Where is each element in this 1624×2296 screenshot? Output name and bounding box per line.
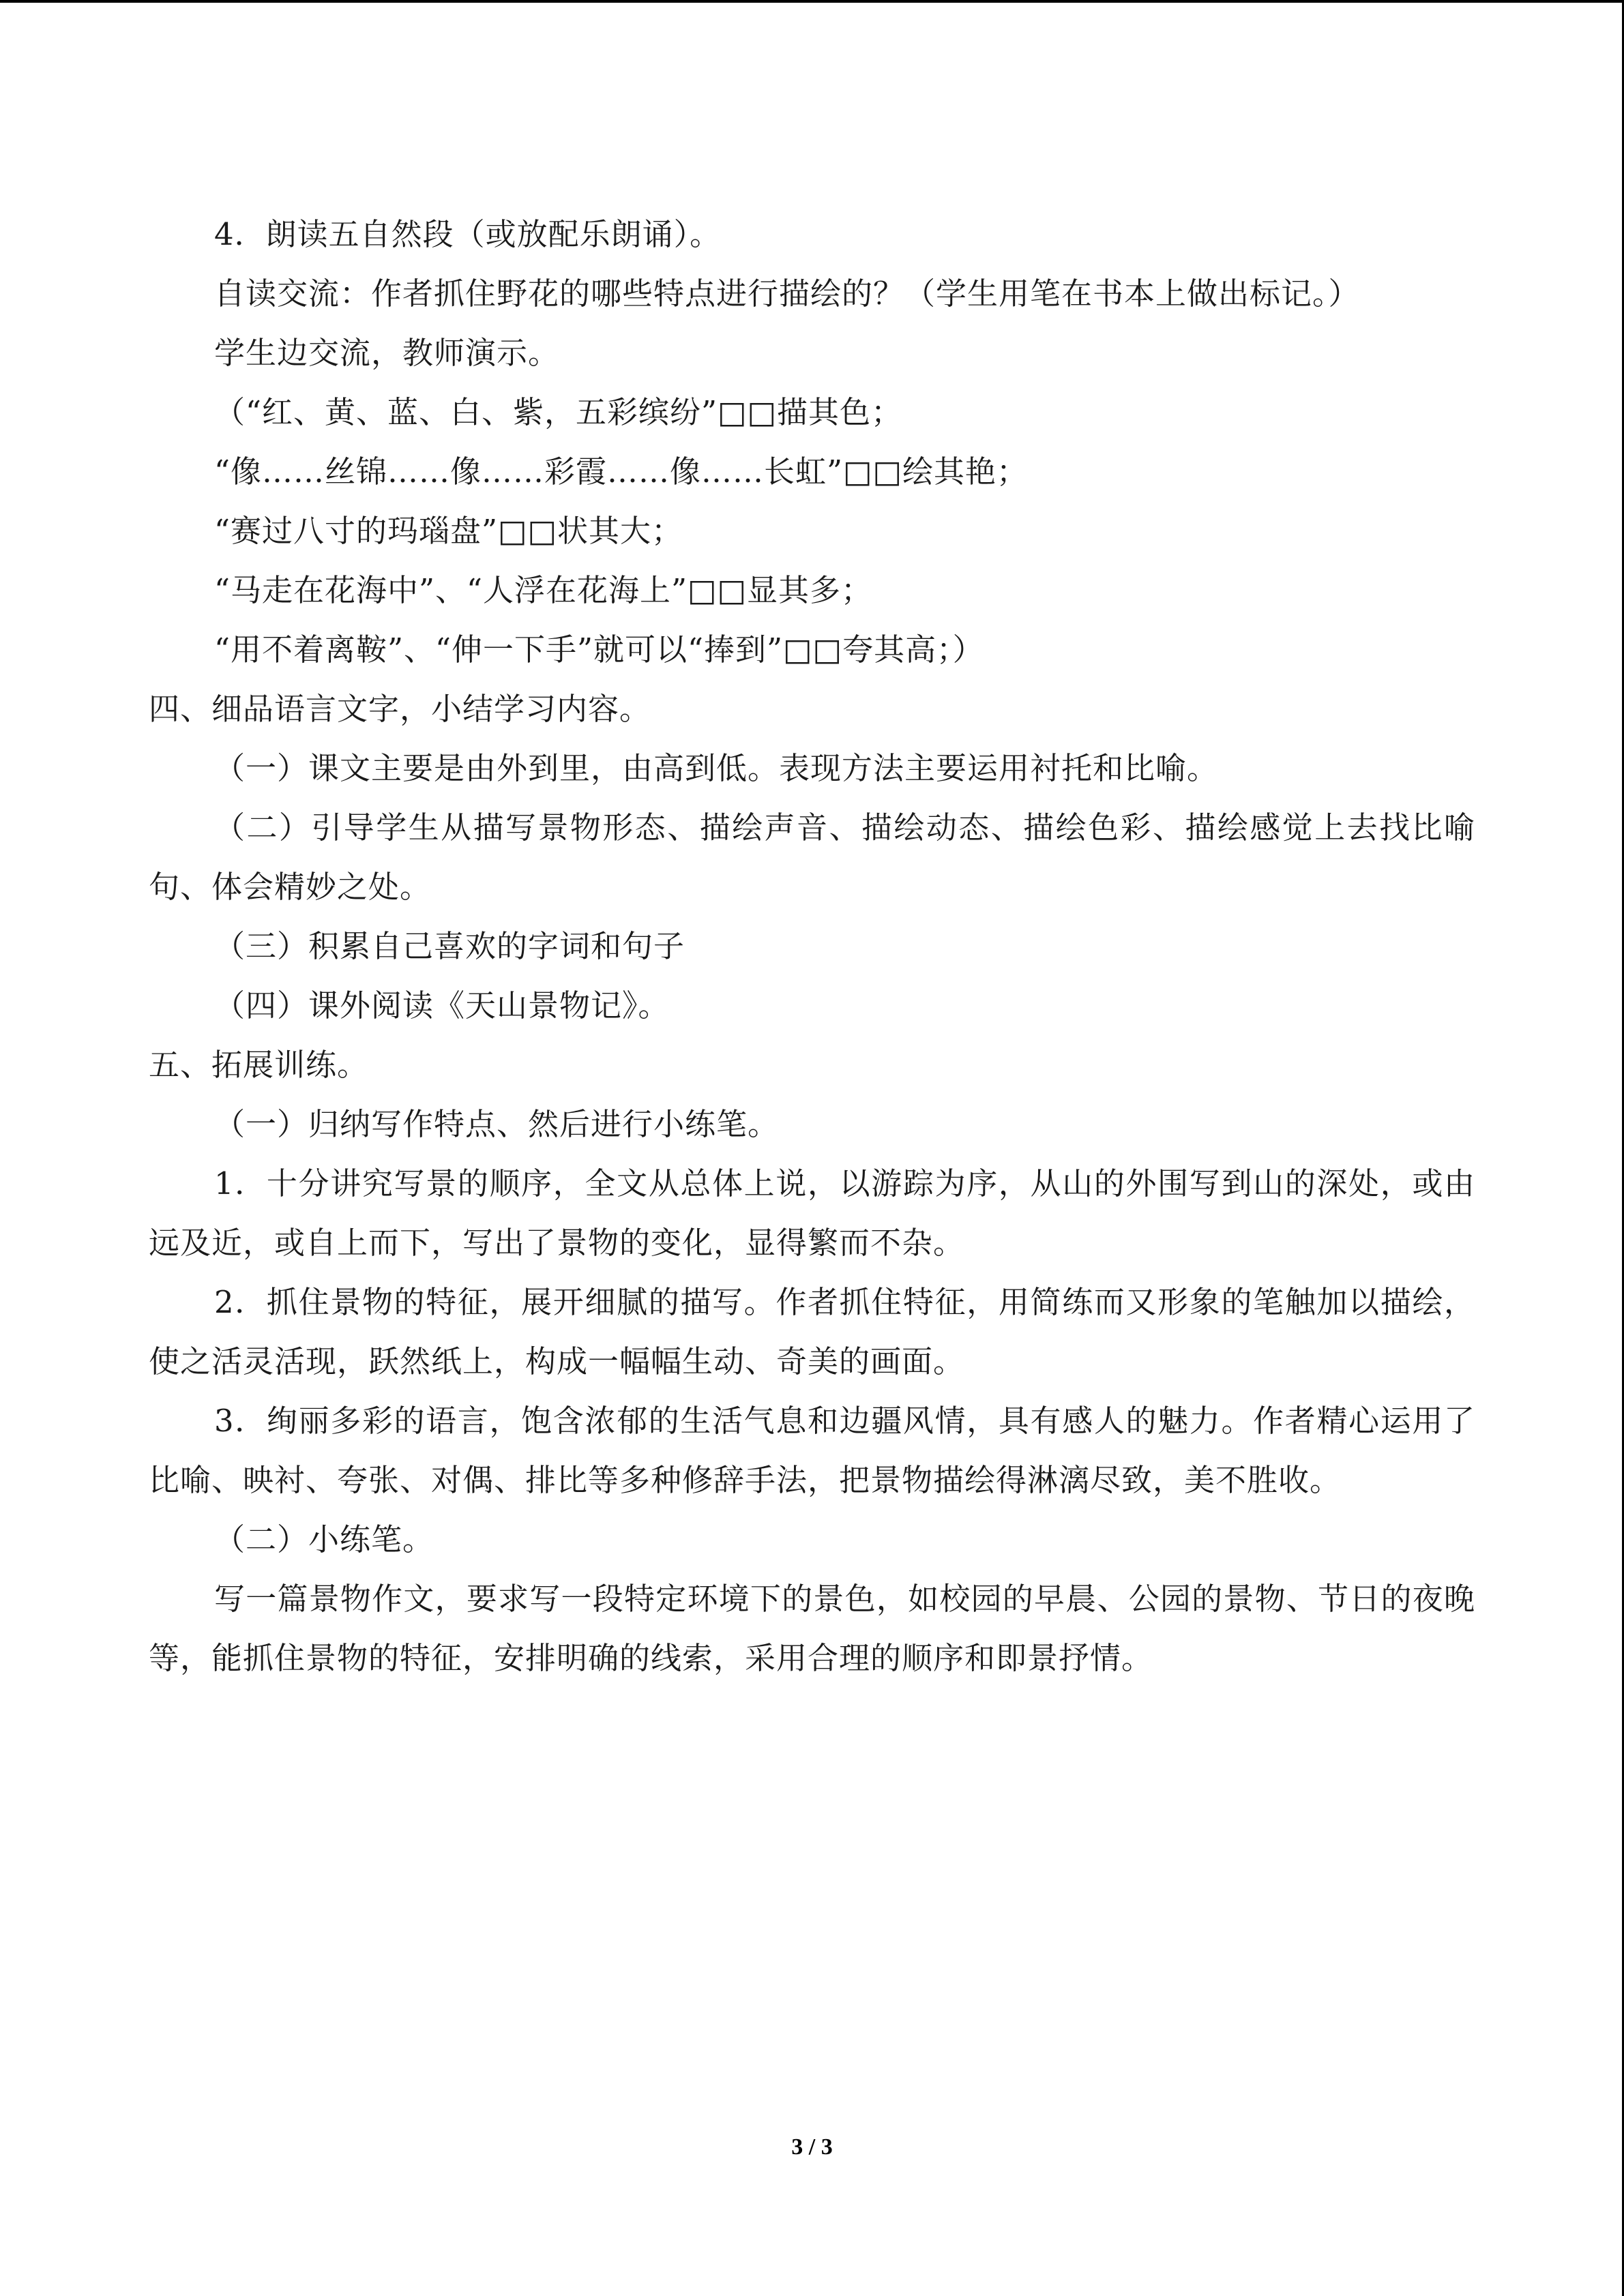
teacher-demo-line: 学生边交流，教师演示。 [214, 335, 560, 371]
size-quote-line: “赛过八寸的玛瑙盘”□□状其大； [214, 513, 683, 549]
quantity-quote-line: “马走在花海中”、“人浮在花海上”□□显其多； [214, 572, 873, 608]
document-body [149, 205, 1475, 1688]
writing-feature-3: 3．绚丽多彩的语言，饱含浓郁的生活气息和边疆风情，具有感人的魅力。作者精心运用了比喻、映衬、夸张、对偶、排比等多种修辞手法，把景物描绘得淋漓尽致，美不胜收。 [149, 1403, 1475, 1498]
page-top-border [0, 0, 1624, 3]
section-5-heading: 五、拓展训练。 [149, 1047, 369, 1083]
writing-task: 写一篇景物作文，要求写一段特定环境下的景色，如校园的早晨、公园的景物、节日的夜晚等，能抓住景物的特征，安排明确的线索，采用合理的顺序和即景抒情。 [149, 1581, 1475, 1676]
summary-item-2: （二）引导学生从描写景物形态、描绘声音、描绘动态、描绘色彩、描绘感觉上去找比喻句、体会精妙之处。 [149, 809, 1475, 905]
extension-item-1: （一）归纳写作特点、然后进行小练笔。 [214, 1106, 780, 1142]
brilliance-quote-line: “像……丝锦……像……彩霞……像……长虹”□□绘其艳； [214, 453, 1029, 490]
self-reading-question: 自读交流：作者抓住野花的哪些特点进行描绘的？（学生用笔在书本上做出标记。） [214, 275, 1360, 312]
writing-feature-2: 2．抓住景物的特征，展开细腻的描写。作者抓住特征，用简练而又形象的笔触加以描绘，使之活灵活现，跃然纸上，构成一幅幅生动、奇美的画面。 [149, 1284, 1475, 1380]
step-4-heading: 4．朗读五自然段（或放配乐朗诵）。 [214, 216, 722, 252]
extension-item-2: （二）小练笔。 [214, 1521, 434, 1557]
summary-item-4: （四）课外阅读《天山景物记》。 [214, 987, 670, 1024]
summary-item-1: （一）课文主要是由外到里，由高到低。表现方法主要运用衬托和比喻。 [214, 750, 1219, 786]
section-4-heading: 四、细品语言文字，小结学习内容。 [149, 691, 651, 727]
color-quote-line: （“红、黄、蓝、白、紫，五彩缤纷”□□描其色； [214, 394, 903, 430]
height-quote-line: “用不着离鞍”、“伸一下手”就可以“捧到”□□夸其高；） [214, 631, 984, 668]
writing-feature-1: 1．十分讲究写景的顺序，全文从总体上说，以游踪为序，从山的外围写到山的深处，或由远及近，或自上而下，写出了景物的变化，显得繁而不杂。 [149, 1165, 1475, 1261]
page-number: 3 / 3 [791, 2134, 833, 2160]
summary-item-3: （三）积累自己喜欢的字词和句子 [214, 928, 685, 964]
